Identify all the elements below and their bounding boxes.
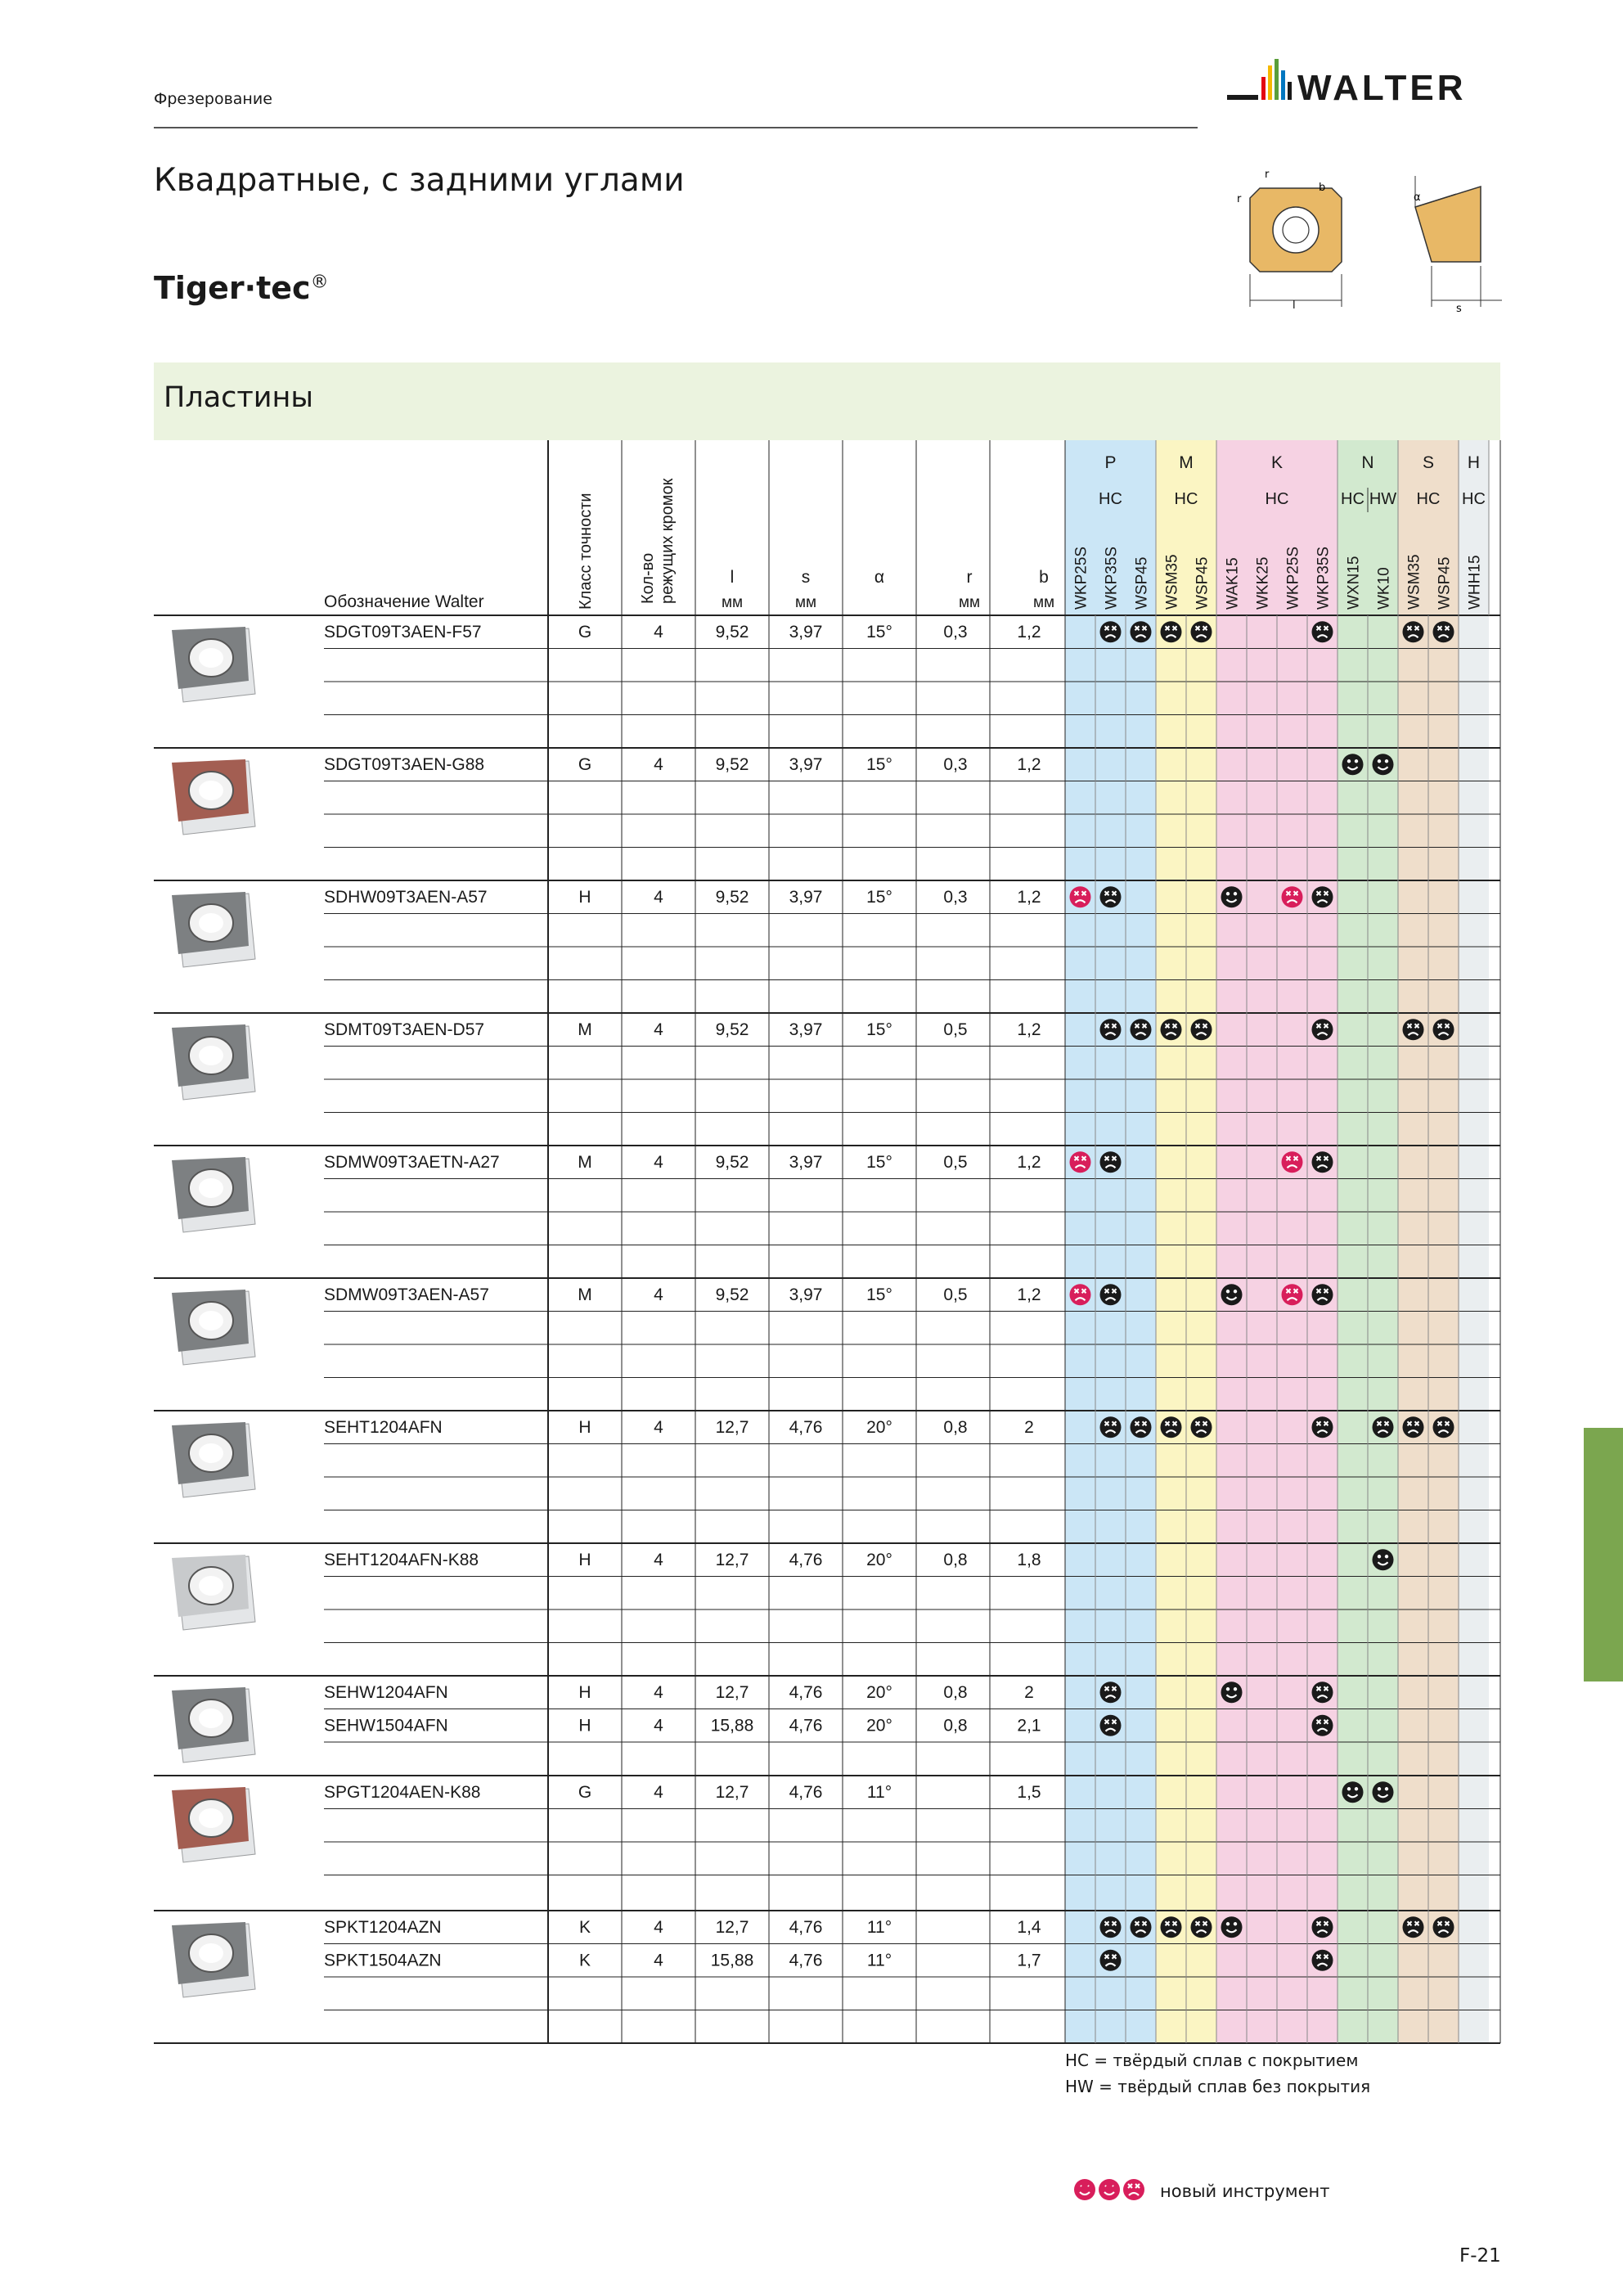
edges-cell: 4 bbox=[654, 1951, 663, 1970]
new-tool-face-icon bbox=[1099, 2179, 1120, 2200]
group-letter: S bbox=[1422, 453, 1435, 472]
label-s: s bbox=[1456, 303, 1462, 315]
edges-header-line2: режущих кромок bbox=[659, 478, 677, 604]
dim-l-cell: 15,88 bbox=[710, 1716, 754, 1736]
dim-b-cell: 2 bbox=[1024, 1418, 1034, 1437]
dim-b-cell: 1,4 bbox=[1017, 1918, 1041, 1937]
chapter-side-tab bbox=[1584, 1428, 1623, 1681]
cross-face-icon bbox=[1191, 1416, 1212, 1438]
edges-cell: 4 bbox=[654, 1020, 663, 1039]
new-cross-face-icon bbox=[1070, 1151, 1091, 1173]
cross-face-icon bbox=[1312, 1416, 1333, 1438]
dim-b-cell: 1,5 bbox=[1017, 1783, 1041, 1802]
edges-cell: 4 bbox=[654, 623, 663, 642]
dim-alpha-cell: 11° bbox=[866, 1783, 892, 1802]
dim-alpha-cell: 15° bbox=[866, 1020, 892, 1039]
dim-l-cell: 12,7 bbox=[715, 1551, 749, 1569]
cross-face-icon bbox=[1100, 1950, 1122, 1971]
cross-face-icon bbox=[1403, 621, 1424, 642]
cross-face-icon bbox=[1161, 1019, 1182, 1040]
cross-face-icon bbox=[1312, 1950, 1333, 1971]
cross-face-icon bbox=[1312, 1715, 1333, 1736]
dim-r-cell: 0,3 bbox=[943, 888, 968, 907]
cross-face-icon bbox=[1433, 621, 1454, 642]
recommended-face-icon bbox=[1373, 754, 1394, 775]
designation-cell: SEHW1504AFN bbox=[324, 1716, 448, 1736]
grade-name: WKP35S bbox=[1103, 546, 1121, 610]
grade-name: WAK15 bbox=[1224, 557, 1242, 610]
grade-name: WK10 bbox=[1375, 567, 1393, 610]
group-coat: HC bbox=[1416, 490, 1441, 508]
dim-r-cell: 0,5 bbox=[943, 1020, 968, 1039]
cross-face-icon bbox=[1131, 621, 1152, 642]
dim-s-cell: 3,97 bbox=[789, 1153, 823, 1172]
edges-cell: 4 bbox=[654, 1716, 663, 1736]
dim-s-cell: 4,76 bbox=[789, 1551, 823, 1569]
group-coat: HW bbox=[1369, 490, 1397, 508]
designation-cell: SEHT1204AFN bbox=[324, 1418, 443, 1437]
cross-face-icon bbox=[1312, 1916, 1333, 1938]
dim-s-cell: 4,76 bbox=[789, 1716, 823, 1736]
cross-face-icon bbox=[1100, 886, 1122, 907]
cross-face-icon bbox=[1433, 1416, 1454, 1438]
group-letter: H bbox=[1467, 453, 1481, 472]
cross-face-icon bbox=[1100, 1916, 1122, 1938]
dim-r-cell: 0,8 bbox=[943, 1551, 968, 1569]
grade-name: WKP35S bbox=[1315, 546, 1333, 610]
dim-b-cell: 1,2 bbox=[1017, 888, 1041, 907]
new-tool-face-icon bbox=[1123, 2179, 1144, 2200]
dim-alpha-cell: 20° bbox=[866, 1716, 892, 1736]
grade-name: WKP25S bbox=[1284, 546, 1302, 610]
group-coat: HC bbox=[1174, 490, 1198, 508]
designation-cell: SDGT09T3AEN-G88 bbox=[324, 755, 485, 774]
dim-r-cell: 0,8 bbox=[943, 1716, 968, 1736]
dim-s-cell: 3,97 bbox=[789, 1020, 823, 1039]
dim-header-unit: мм bbox=[794, 594, 817, 611]
edges-cell: 4 bbox=[654, 1683, 663, 1702]
group-coat: HC bbox=[1099, 490, 1122, 508]
cross-face-icon bbox=[1433, 1916, 1454, 1938]
cross-face-icon bbox=[1312, 886, 1333, 907]
grade-column-band bbox=[1247, 440, 1277, 2043]
dim-header-symbol: s bbox=[801, 568, 811, 587]
recommended-face-icon bbox=[1373, 1549, 1394, 1570]
new-tool-icons bbox=[1073, 2177, 1160, 2203]
cross-face-icon bbox=[1161, 1916, 1182, 1938]
dim-l-cell: 12,7 bbox=[715, 1918, 749, 1937]
new-cross-face-icon bbox=[1282, 1151, 1303, 1173]
dim-header-unit: мм bbox=[721, 594, 744, 611]
cross-face-icon bbox=[1403, 1019, 1424, 1040]
tolerance-cell: M bbox=[578, 1153, 592, 1172]
dim-s-cell: 3,97 bbox=[789, 888, 823, 907]
legend-hw: HW = твёрдый сплав без покрытия bbox=[1065, 2077, 1371, 2096]
edges-cell: 4 bbox=[654, 755, 663, 774]
dim-s-cell: 3,97 bbox=[789, 755, 823, 774]
insert-sdgt-f57-icon bbox=[172, 627, 255, 702]
designation-cell: SEHW1204AFN bbox=[324, 1683, 448, 1702]
grade-column-band bbox=[1428, 440, 1459, 2043]
tolerance-cell: M bbox=[578, 1285, 592, 1304]
recommended-face-icon bbox=[1342, 1781, 1364, 1803]
legend-hc: HC = твёрдый сплав с покрытием bbox=[1065, 2051, 1359, 2070]
dim-alpha-cell: 11° bbox=[866, 1951, 892, 1970]
cross-face-icon bbox=[1161, 621, 1182, 642]
recommended-face-icon bbox=[1342, 754, 1364, 775]
grade-column-band bbox=[1095, 440, 1126, 2043]
dim-b-cell: 1,2 bbox=[1017, 623, 1041, 642]
edges-cell: 4 bbox=[654, 1551, 663, 1569]
cross-face-icon bbox=[1191, 1019, 1212, 1040]
cross-face-icon bbox=[1161, 1416, 1182, 1438]
cross-face-icon bbox=[1100, 621, 1122, 642]
cross-face-icon bbox=[1191, 621, 1212, 642]
grade-name: WSP45 bbox=[1194, 556, 1212, 610]
grade-column-band bbox=[1277, 440, 1307, 2043]
cross-face-icon bbox=[1131, 1916, 1152, 1938]
dim-l-cell: 9,52 bbox=[715, 888, 749, 907]
designation-cell: SPKT1204AZN bbox=[324, 1918, 442, 1937]
dim-s-cell: 3,97 bbox=[789, 623, 823, 642]
dim-b-cell: 2,1 bbox=[1017, 1716, 1041, 1736]
dim-s-cell: 4,76 bbox=[789, 1418, 823, 1437]
recommended-face-icon bbox=[1221, 886, 1243, 907]
dim-r-cell: 0,3 bbox=[943, 623, 968, 642]
brand-name: Tiger·tec bbox=[154, 270, 311, 306]
dim-b-cell: 1,2 bbox=[1017, 755, 1041, 774]
insert-seht-icon bbox=[172, 1422, 255, 1497]
group-coat: HC bbox=[1462, 490, 1486, 508]
dim-s-cell: 4,76 bbox=[789, 1783, 823, 1802]
label-b: b bbox=[1319, 182, 1326, 194]
cross-face-icon bbox=[1131, 1019, 1152, 1040]
dim-r-cell: 0,5 bbox=[943, 1285, 968, 1304]
dim-s-cell: 4,76 bbox=[789, 1683, 823, 1702]
dim-header-symbol: l bbox=[730, 568, 735, 587]
new-tool-face-icon bbox=[1074, 2179, 1095, 2200]
dim-alpha-cell: 15° bbox=[866, 623, 892, 642]
dim-header-unit: мм bbox=[958, 594, 981, 611]
edges-cell: 4 bbox=[654, 888, 663, 907]
dim-alpha-cell: 15° bbox=[866, 888, 892, 907]
cross-face-icon bbox=[1373, 1416, 1394, 1438]
cross-face-icon bbox=[1100, 1681, 1122, 1703]
grade-column-band bbox=[1216, 440, 1247, 2043]
tolerance-header: Класс точности bbox=[577, 493, 595, 610]
insert-sdmt-d57-icon bbox=[172, 1024, 255, 1100]
dim-alpha-cell: 11° bbox=[866, 1918, 892, 1937]
grade-column-band bbox=[1126, 440, 1156, 2043]
group-letter: N bbox=[1361, 453, 1374, 472]
designation-cell: SDHW09T3AEN-A57 bbox=[324, 888, 488, 907]
grade-column-band bbox=[1156, 440, 1186, 2043]
dim-b-cell: 1,2 bbox=[1017, 1020, 1041, 1039]
edges-cell: 4 bbox=[654, 1783, 663, 1802]
edges-header-line1: Кол-во bbox=[639, 552, 657, 604]
new-cross-face-icon bbox=[1070, 886, 1091, 907]
cross-face-icon bbox=[1312, 1019, 1333, 1040]
grade-name: WSM35 bbox=[1163, 554, 1181, 610]
designation-cell: SPGT1204AEN-K88 bbox=[324, 1783, 481, 1802]
group-coat: HC bbox=[1265, 490, 1289, 508]
grade-name: WSP45 bbox=[1133, 556, 1151, 610]
dim-l-cell: 12,7 bbox=[715, 1783, 749, 1802]
dim-s-cell: 4,76 bbox=[789, 1951, 823, 1970]
cross-face-icon bbox=[1312, 1681, 1333, 1703]
dim-alpha-cell: 20° bbox=[866, 1683, 892, 1702]
insert-sdgt-g88-icon bbox=[172, 759, 255, 835]
dim-header-symbol: α bbox=[874, 568, 885, 587]
recommended-face-icon bbox=[1221, 1916, 1243, 1938]
registered-mark: ® bbox=[310, 272, 329, 293]
edges-cell: 4 bbox=[654, 1153, 663, 1172]
dim-b-cell: 1,8 bbox=[1017, 1551, 1041, 1569]
cross-face-icon bbox=[1403, 1916, 1424, 1938]
dim-l-cell: 12,7 bbox=[715, 1683, 749, 1702]
grade-column-band bbox=[1398, 440, 1428, 2043]
dim-l-cell: 12,7 bbox=[715, 1418, 749, 1437]
dim-alpha-cell: 15° bbox=[866, 1153, 892, 1172]
cross-face-icon bbox=[1100, 1019, 1122, 1040]
tolerance-cell: K bbox=[578, 1951, 591, 1970]
cross-face-icon bbox=[1403, 1416, 1424, 1438]
cross-face-icon bbox=[1100, 1715, 1122, 1736]
recommended-face-icon bbox=[1221, 1681, 1243, 1703]
tolerance-cell: G bbox=[578, 755, 592, 774]
tolerance-cell: K bbox=[578, 1918, 591, 1937]
label-l: l bbox=[1293, 299, 1296, 312]
dim-l-cell: 9,52 bbox=[715, 1153, 749, 1172]
insert-spgt-k88-icon bbox=[172, 1787, 255, 1862]
grade-name: WKK25 bbox=[1254, 556, 1272, 610]
tolerance-cell: H bbox=[578, 1551, 591, 1569]
designation-cell: SPKT1504AZN bbox=[324, 1951, 442, 1970]
dim-s-cell: 3,97 bbox=[789, 1285, 823, 1304]
grade-column-band bbox=[1065, 440, 1095, 2043]
insert-spkt-icon bbox=[172, 1922, 255, 1997]
designation-header: Обозначение Walter bbox=[324, 592, 484, 611]
logo-text: WALTER bbox=[1297, 68, 1467, 108]
designation-cell: SDMT09T3AEN-D57 bbox=[324, 1020, 485, 1039]
recommended-face-icon bbox=[1373, 1781, 1394, 1803]
insert-sdmw-a27-icon bbox=[172, 1157, 255, 1232]
dim-alpha-cell: 20° bbox=[866, 1551, 892, 1569]
dim-alpha-cell: 20° bbox=[866, 1418, 892, 1437]
group-letter: M bbox=[1179, 453, 1194, 472]
label-alpha: α bbox=[1414, 191, 1421, 204]
insert-sdmw-a57-icon bbox=[172, 1290, 255, 1365]
insert-sehw-icon bbox=[172, 1687, 255, 1763]
cross-face-icon bbox=[1131, 1416, 1152, 1438]
recommended-face-icon bbox=[1221, 1284, 1243, 1305]
page-number: F-21 bbox=[1459, 2245, 1501, 2267]
grade-name: WXN15 bbox=[1345, 556, 1363, 610]
page-title: Квадратные, с задними углами bbox=[154, 162, 685, 199]
dim-b-cell: 1,2 bbox=[1017, 1285, 1041, 1304]
cross-face-icon bbox=[1100, 1416, 1122, 1438]
tolerance-cell: H bbox=[578, 1683, 591, 1702]
insert-sdhw-a57-icon bbox=[172, 892, 255, 967]
label-r-2: r bbox=[1265, 169, 1270, 181]
group-letter: K bbox=[1270, 453, 1284, 472]
insert-seht-k88-icon bbox=[172, 1555, 255, 1630]
tolerance-cell: H bbox=[578, 1418, 591, 1437]
tolerance-cell: M bbox=[578, 1020, 592, 1039]
cross-face-icon bbox=[1312, 1284, 1333, 1305]
dim-b-cell: 2 bbox=[1024, 1683, 1034, 1702]
dim-l-cell: 9,52 bbox=[715, 1285, 749, 1304]
dim-l-cell: 9,52 bbox=[715, 755, 749, 774]
edges-cell: 4 bbox=[654, 1918, 663, 1937]
dim-r-cell: 0,8 bbox=[943, 1683, 968, 1702]
new-tool-label: новый инструмент bbox=[1160, 2181, 1330, 2201]
cross-face-icon bbox=[1100, 1151, 1122, 1173]
cross-face-icon bbox=[1312, 1151, 1333, 1173]
tolerance-cell: G bbox=[578, 1783, 592, 1802]
dim-header-unit: мм bbox=[1032, 594, 1055, 611]
grade-column-band bbox=[1186, 440, 1216, 2043]
designation-cell: SDMW09T3AETN-A27 bbox=[324, 1153, 500, 1172]
inserts-title: Пластины bbox=[164, 381, 314, 414]
edges-cell: 4 bbox=[654, 1418, 663, 1437]
grade-name: WHH15 bbox=[1466, 555, 1484, 610]
dim-alpha-cell: 15° bbox=[866, 755, 892, 774]
dim-header-symbol: b bbox=[1039, 568, 1049, 587]
tolerance-cell: H bbox=[578, 888, 591, 907]
new-cross-face-icon bbox=[1282, 886, 1303, 907]
dim-alpha-cell: 15° bbox=[866, 1285, 892, 1304]
section-label: Фрезерование bbox=[154, 90, 272, 108]
designation-cell: SEHT1204AFN-K88 bbox=[324, 1551, 479, 1569]
new-cross-face-icon bbox=[1070, 1284, 1091, 1305]
grade-name: WSP45 bbox=[1436, 556, 1454, 610]
designation-cell: SDGT09T3AEN-F57 bbox=[324, 623, 482, 642]
dim-l-cell: 9,52 bbox=[715, 1020, 749, 1039]
edges-cell: 4 bbox=[654, 1285, 663, 1304]
cross-face-icon bbox=[1312, 621, 1333, 642]
label-r-1: r bbox=[1237, 193, 1242, 205]
grade-name: WSM35 bbox=[1405, 554, 1423, 610]
tolerance-cell: G bbox=[578, 623, 592, 642]
cross-face-icon bbox=[1433, 1019, 1454, 1040]
dim-l-cell: 9,52 bbox=[715, 623, 749, 642]
dim-r-cell: 0,5 bbox=[943, 1153, 968, 1172]
dim-b-cell: 1,7 bbox=[1017, 1951, 1041, 1970]
dim-s-cell: 4,76 bbox=[789, 1918, 823, 1937]
designation-cell: SDMW09T3AEN-A57 bbox=[324, 1285, 489, 1304]
dim-r-cell: 0,3 bbox=[943, 755, 968, 774]
new-cross-face-icon bbox=[1282, 1284, 1303, 1305]
dim-header-symbol: r bbox=[966, 568, 973, 587]
tolerance-cell: H bbox=[578, 1716, 591, 1736]
cross-face-icon bbox=[1191, 1916, 1212, 1938]
group-coat: HC bbox=[1341, 490, 1364, 508]
grade-name: WKP25S bbox=[1072, 546, 1090, 610]
grade-column-band bbox=[1459, 440, 1489, 2043]
dim-r-cell: 0,8 bbox=[943, 1418, 968, 1437]
dim-l-cell: 15,88 bbox=[710, 1951, 754, 1970]
group-letter: P bbox=[1104, 453, 1117, 472]
grade-column-band bbox=[1307, 440, 1338, 2043]
dim-b-cell: 1,2 bbox=[1017, 1153, 1041, 1172]
cross-face-icon bbox=[1100, 1284, 1122, 1305]
